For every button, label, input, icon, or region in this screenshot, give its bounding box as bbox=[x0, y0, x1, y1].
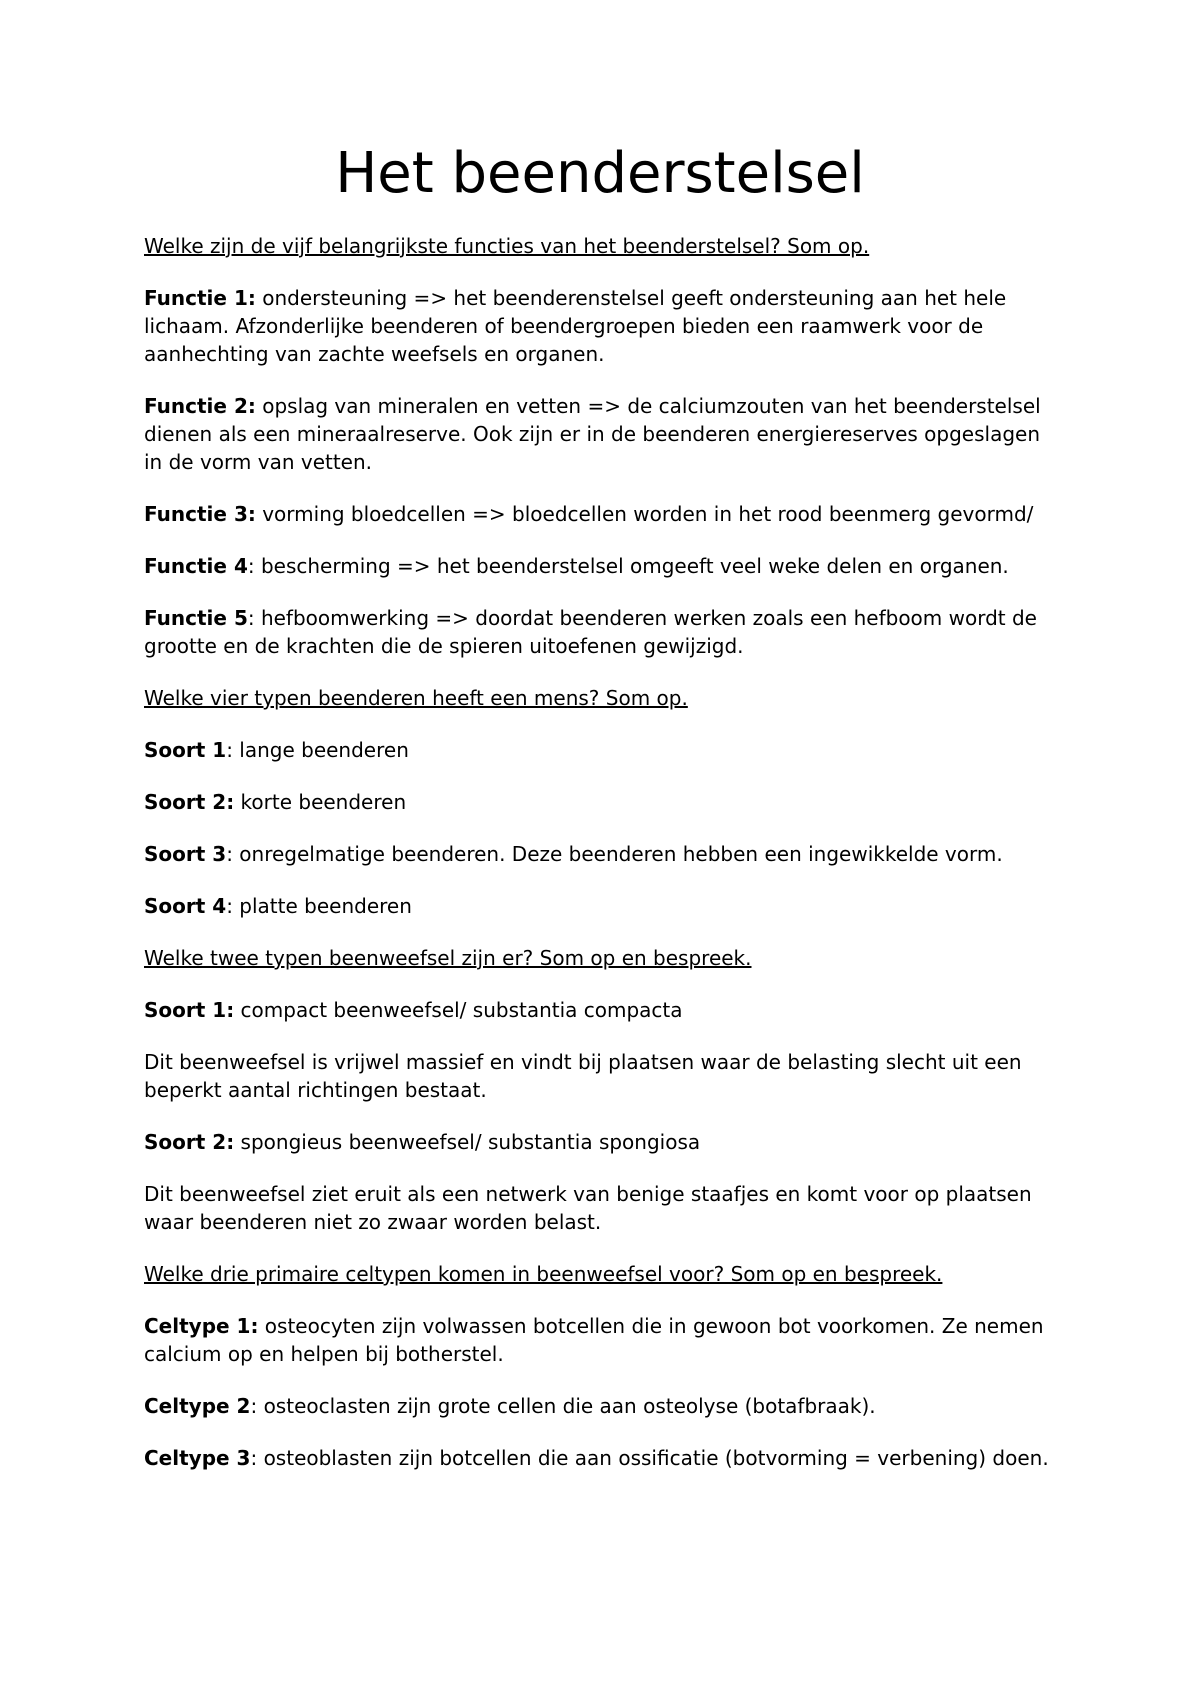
answer-label: Celtype 3 bbox=[144, 1446, 251, 1470]
answer-text: korte beenderen bbox=[234, 790, 407, 814]
answer-label: Functie 4 bbox=[144, 554, 248, 578]
answer-label: Soort 1 bbox=[144, 738, 227, 762]
answer-text: vorming bloedcellen => bloedcellen worden in het rood beenmerg gevormd/ bbox=[255, 502, 1034, 526]
answer-label: Functie 1: bbox=[144, 286, 256, 310]
answer-label: Soort 2: bbox=[144, 790, 235, 814]
answer-label: Functie 2: bbox=[144, 394, 256, 418]
answer-paragraph bbox=[144, 1128, 1064, 1156]
answer-text: spongieus beenweefsel/ substantia spongiosa bbox=[234, 1130, 701, 1154]
answer-text: : osteoclasten zijn grote cellen die aan osteolyse (botafbraak). bbox=[250, 1394, 876, 1418]
section-question: Welke drie primaire celtypen komen in beenweefsel voor? Som op en bespreek. bbox=[144, 1262, 943, 1286]
section-question: Welke twee typen beenweefsel zijn er? Som op en bespreek. bbox=[144, 946, 752, 970]
answer-paragraph bbox=[144, 1444, 1064, 1472]
answer-text: compact beenweefsel/ substantia compacta bbox=[234, 998, 683, 1022]
answer-text: ondersteuning => het beenderenstelsel geeft ondersteuning aan het hele lichaam. Afzonderlijke beenderen of beendergroepen bieden een raamwerk voor de aanhechting van zachte weefsels en organen. bbox=[144, 286, 1007, 366]
answer-label: Celtype 2 bbox=[144, 1394, 251, 1418]
answer-paragraph bbox=[144, 840, 1064, 868]
answer-text: Dit beenweefsel is vrijwel massief en vindt bij plaatsen waar de belasting slecht uit een beperkt aantal richtingen bestaat. bbox=[144, 1050, 1022, 1102]
answer-text: osteocyten zijn volwassen botcellen die in gewoon bot voorkomen. Ze nemen calcium op en helpen bij botherstel. bbox=[144, 1314, 1044, 1366]
answer-paragraph bbox=[144, 996, 1064, 1024]
answer-paragraph bbox=[144, 392, 1064, 476]
answer-paragraph bbox=[144, 1312, 1064, 1368]
section-question: Welke zijn de vijf belangrijkste functies van het beenderstelsel? Som op. bbox=[144, 234, 870, 258]
section-question: Welke vier typen beenderen heeft een mens? Som op. bbox=[144, 686, 688, 710]
answer-text: : hefboomwerking => doordat beenderen werken zoals een hefboom wordt de grootte en de krachten die de spieren uitoefenen gewijzigd. bbox=[144, 606, 1037, 658]
document-title: Het beenderstelsel bbox=[335, 141, 865, 206]
answer-text: Dit beenweefsel ziet eruit als een netwerk van benige staafjes en komt voor op plaatsen waar beenderen niet zo zwaar worden belast. bbox=[144, 1182, 1032, 1234]
answer-label: Soort 2: bbox=[144, 1130, 235, 1154]
answer-text: : bescherming => het beenderstelsel omgeeft veel weke delen en organen. bbox=[247, 554, 1009, 578]
answer-text: : onregelmatige beenderen. Deze beenderen hebben een ingewikkelde vorm. bbox=[226, 842, 1003, 866]
answer-paragraph bbox=[144, 1048, 1064, 1104]
answer-paragraph bbox=[144, 500, 1064, 528]
answer-text: : platte beenderen bbox=[226, 894, 412, 918]
answer-label: Soort 4 bbox=[144, 894, 227, 918]
answer-paragraph bbox=[144, 284, 1064, 368]
answer-label: Functie 5 bbox=[144, 606, 248, 630]
answer-paragraph bbox=[144, 1180, 1064, 1236]
answer-paragraph bbox=[144, 788, 1064, 816]
document-body bbox=[144, 232, 1064, 1496]
answer-paragraph bbox=[144, 892, 1064, 920]
answer-text: : osteoblasten zijn botcellen die aan ossificatie (botvorming = verbening) doen. bbox=[250, 1446, 1049, 1470]
answer-label: Celtype 1: bbox=[144, 1314, 259, 1338]
answer-paragraph bbox=[144, 1392, 1064, 1420]
answer-label: Soort 1: bbox=[144, 998, 235, 1022]
answer-paragraph bbox=[144, 604, 1064, 660]
answer-text: : lange beenderen bbox=[226, 738, 409, 762]
answer-label: Functie 3: bbox=[144, 502, 256, 526]
answer-label: Soort 3 bbox=[144, 842, 227, 866]
answer-paragraph bbox=[144, 736, 1064, 764]
answer-paragraph bbox=[144, 552, 1064, 580]
answer-text: opslag van mineralen en vetten => de calciumzouten van het beenderstelsel dienen als een mineraalreserve. Ook zijn er in de beenderen energiereserves opgeslagen in de vorm van vetten. bbox=[144, 394, 1041, 474]
